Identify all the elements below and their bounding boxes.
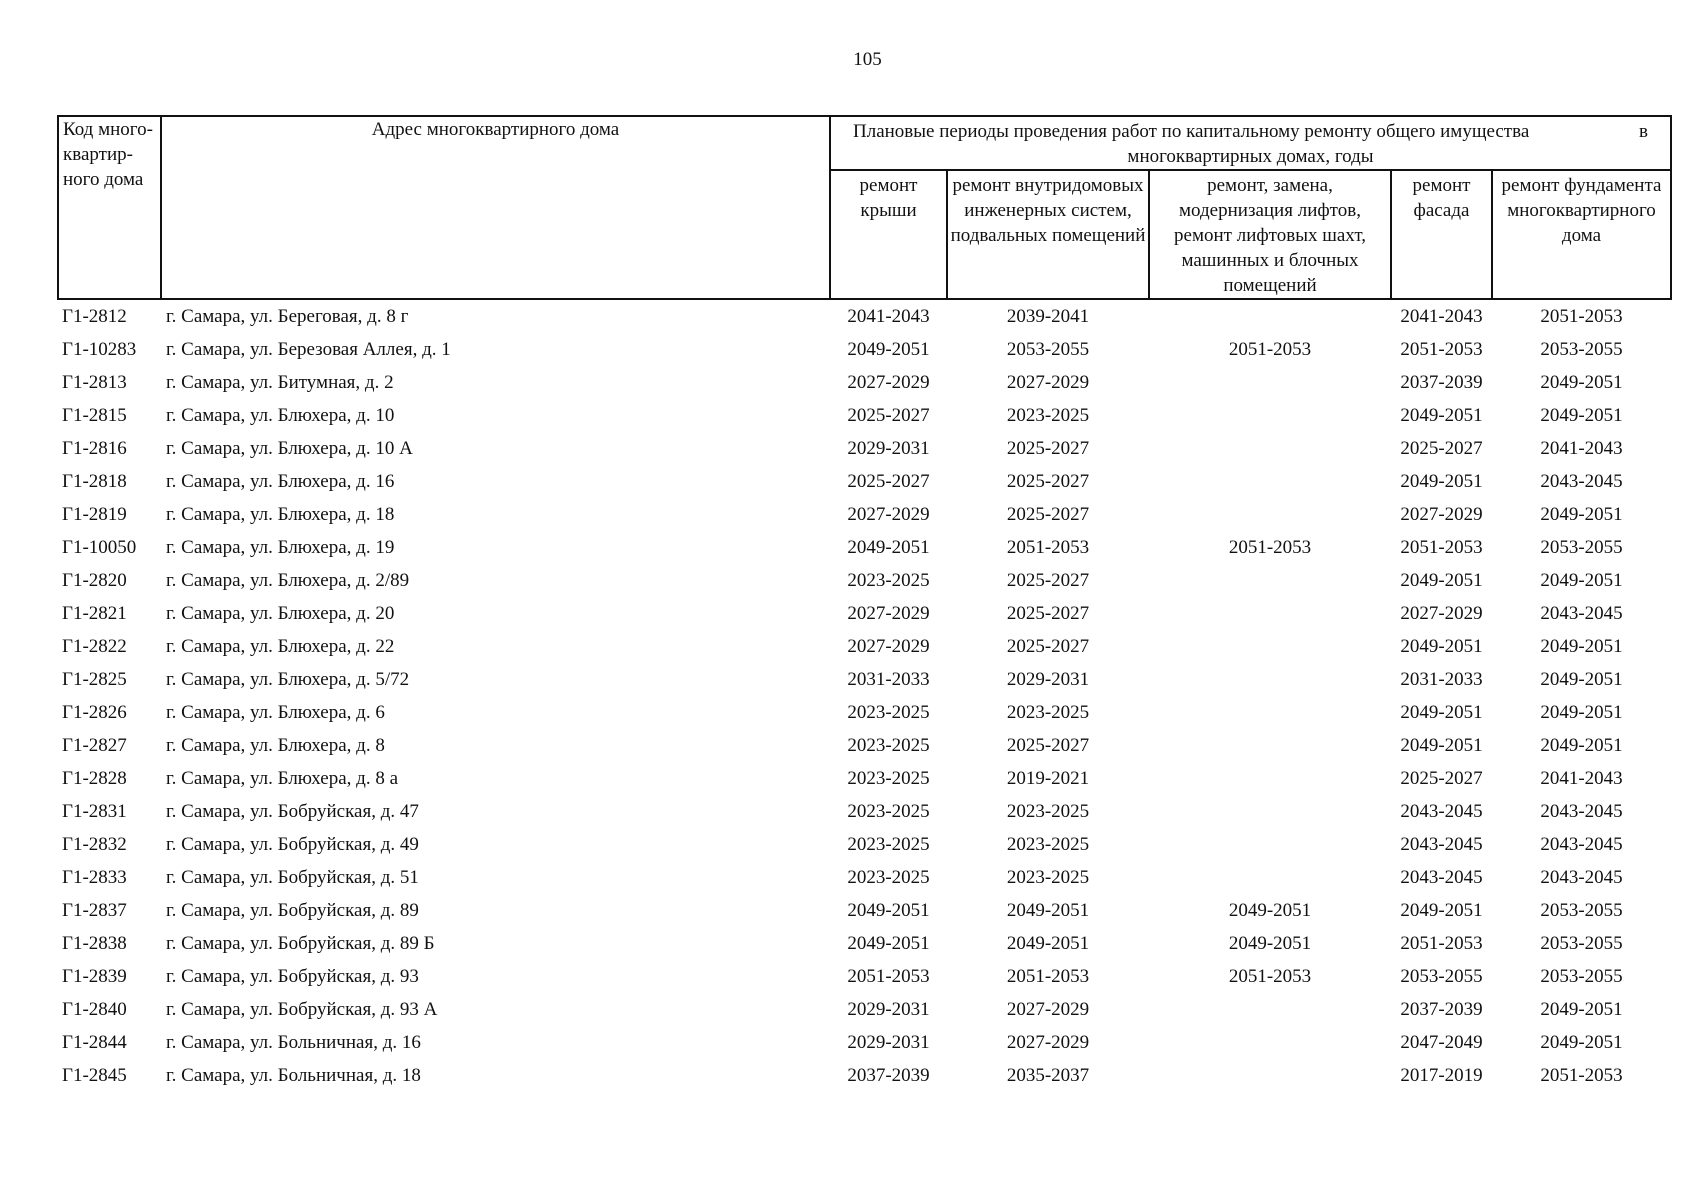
cell-elevator [1149, 432, 1391, 465]
cell-code: Г1-2844 [62, 1032, 127, 1053]
table-row [58, 531, 1671, 564]
table-row [58, 630, 1671, 663]
cell-address: г. Самара, ул. Бобруйская, д. 89 [166, 900, 419, 921]
cell-code: Г1-2832 [62, 834, 127, 855]
cell-address: г. Самара, ул. Больничная, д. 18 [166, 1065, 421, 1086]
table-row [58, 927, 1671, 960]
cell-engineering: 2051-2053 [1006, 537, 1090, 558]
cell-facade: 2047-2049 [1400, 1032, 1483, 1053]
cell-address: г. Самара, ул. Блюхера, д. 8 а [166, 768, 398, 789]
table-row [58, 663, 1671, 696]
table-row [58, 993, 1671, 1026]
cell-facade: 2049-2051 [1400, 405, 1483, 426]
cell-foundation: 2053-2055 [1540, 933, 1623, 954]
cell-roof: 2025-2027 [847, 405, 930, 426]
cell-engineering: 2025-2027 [1006, 735, 1090, 756]
cell-facade: 2051-2053 [1400, 537, 1483, 558]
cell-roof: 2025-2027 [847, 471, 930, 492]
cell-facade: 2043-2045 [1400, 867, 1483, 888]
cell-facade: 2037-2039 [1400, 372, 1483, 393]
cell-address: г. Самара, ул. Блюхера, д. 5/72 [166, 669, 410, 690]
cell-code: Г1-2812 [62, 306, 127, 327]
cell-facade: 2041-2043 [1400, 306, 1483, 327]
cell-foundation: 2049-2051 [1540, 1032, 1623, 1053]
cell-foundation: 2049-2051 [1540, 735, 1623, 756]
cell-facade: 2049-2051 [1400, 900, 1483, 921]
cell-code: Г1-2813 [62, 372, 127, 393]
header-engineering: ремонт внутридомовых инженерных систем, подвальных помещений [947, 170, 1149, 299]
cell-address: г. Самара, ул. Блюхера, д. 10 А [166, 438, 413, 459]
table-row [58, 828, 1671, 861]
cell-code: Г1-2826 [62, 702, 127, 723]
cell-address: г. Самара, ул. Бобруйская, д. 89 Б [166, 933, 435, 954]
cell-address: г. Самара, ул. Блюхера, д. 18 [166, 504, 395, 525]
cell-roof: 2049-2051 [847, 537, 930, 558]
cell-address: г. Самара, ул. Блюхера, д. 6 [166, 702, 385, 723]
table-row [58, 399, 1671, 432]
cell-elevator [1149, 762, 1391, 795]
cell-engineering: 2027-2029 [1006, 1032, 1090, 1053]
cell-elevator [1149, 861, 1391, 894]
cell-foundation: 2041-2043 [1540, 438, 1623, 459]
cell-foundation: 2043-2045 [1540, 471, 1623, 492]
cell-elevator [1149, 828, 1391, 861]
table-row [58, 366, 1671, 399]
cell-code: Г1-2845 [62, 1065, 127, 1086]
cell-roof: 2023-2025 [847, 735, 930, 756]
cell-roof: 2027-2029 [847, 372, 930, 393]
cell-engineering: 2025-2027 [1006, 636, 1090, 657]
cell-roof: 2031-2033 [847, 669, 930, 690]
cell-roof: 2023-2025 [847, 768, 930, 789]
cell-elevator [1149, 465, 1391, 498]
cell-engineering: 2027-2029 [1006, 999, 1090, 1020]
cell-roof: 2023-2025 [847, 834, 930, 855]
table-row [58, 861, 1671, 894]
cell-address: г. Самара, ул. Бобруйская, д. 49 [166, 834, 419, 855]
cell-facade: 2027-2029 [1400, 603, 1483, 624]
cell-foundation: 2051-2053 [1540, 306, 1623, 327]
table-row [58, 696, 1671, 729]
cell-foundation: 2053-2055 [1540, 339, 1623, 360]
table-row [58, 1026, 1671, 1059]
cell-address: г. Самара, ул. Бобруйская, д. 51 [166, 867, 419, 888]
cell-code: Г1-2838 [62, 933, 127, 954]
cell-elevator [1149, 630, 1391, 663]
cell-roof: 2023-2025 [847, 570, 930, 591]
cell-facade: 2027-2029 [1400, 504, 1483, 525]
cell-foundation: 2049-2051 [1540, 405, 1623, 426]
cell-engineering: 2023-2025 [1006, 405, 1090, 426]
cell-address: г. Самара, ул. Бобруйская, д. 93 [166, 966, 419, 987]
table-row [58, 299, 1671, 333]
cell-elevator [1149, 399, 1391, 432]
cell-code: Г1-2819 [62, 504, 127, 525]
cell-code: Г1-2820 [62, 570, 127, 591]
cell-roof: 2027-2029 [847, 504, 930, 525]
table-row [58, 894, 1671, 927]
cell-engineering: 2027-2029 [1006, 372, 1090, 393]
cell-code: Г1-2837 [62, 900, 127, 921]
cell-elevator [1149, 597, 1391, 630]
header-planned-periods [830, 116, 1671, 170]
cell-engineering: 2053-2055 [1006, 339, 1090, 360]
cell-engineering: 2019-2021 [1006, 768, 1090, 789]
table-row [58, 960, 1671, 993]
cell-engineering: 2023-2025 [1006, 867, 1090, 888]
cell-roof: 2037-2039 [847, 1065, 930, 1086]
cell-facade: 2049-2051 [1400, 702, 1483, 723]
table-body [58, 299, 1671, 1092]
cell-code: Г1-2839 [62, 966, 127, 987]
cell-foundation: 2049-2051 [1540, 999, 1623, 1020]
cell-code: Г1-2828 [62, 768, 127, 789]
cell-roof: 2023-2025 [847, 801, 930, 822]
header-group-tail: в [1639, 121, 1648, 142]
cell-elevator [1149, 696, 1391, 729]
cell-roof: 2027-2029 [847, 603, 930, 624]
cell-engineering: 2051-2053 [1006, 966, 1090, 987]
cell-foundation: 2043-2045 [1540, 867, 1623, 888]
cell-address: г. Самара, ул. Березовая Аллея, д. 1 [166, 339, 451, 360]
cell-address: г. Самара, ул. Блюхера, д. 10 [166, 405, 395, 426]
table-row [58, 762, 1671, 795]
cell-engineering: 2023-2025 [1006, 702, 1090, 723]
cell-foundation: 2049-2051 [1540, 636, 1623, 657]
cell-roof: 2029-2031 [847, 1032, 930, 1053]
cell-engineering: 2049-2051 [1006, 933, 1090, 954]
cell-elevator [1149, 299, 1391, 333]
cell-roof: 2029-2031 [847, 438, 930, 459]
cell-roof: 2023-2025 [847, 702, 930, 723]
cell-facade: 2025-2027 [1400, 768, 1483, 789]
cell-code: Г1-2825 [62, 669, 127, 690]
cell-foundation: 2049-2051 [1540, 372, 1623, 393]
cell-address: г. Самара, ул. Блюхера, д. 19 [166, 537, 395, 558]
cell-elevator: 2051-2053 [1228, 339, 1312, 360]
cell-engineering: 2035-2037 [1006, 1065, 1090, 1086]
cell-elevator [1149, 366, 1391, 399]
cell-facade: 2017-2019 [1400, 1065, 1483, 1086]
table-row [58, 597, 1671, 630]
cell-facade: 2049-2051 [1400, 570, 1483, 591]
cell-foundation: 2049-2051 [1540, 570, 1623, 591]
cell-facade: 2051-2053 [1400, 933, 1483, 954]
cell-address: г. Самара, ул. Блюхера, д. 2/89 [166, 570, 410, 591]
cell-engineering: 2025-2027 [1006, 471, 1090, 492]
cell-elevator [1149, 729, 1391, 762]
cell-foundation: 2053-2055 [1540, 900, 1623, 921]
cell-engineering: 2025-2027 [1006, 438, 1090, 459]
cell-foundation: 2043-2045 [1540, 801, 1623, 822]
table-row [58, 333, 1671, 366]
header-foundation: ремонт фундамента многоквартирного дома [1492, 170, 1671, 299]
cell-elevator [1149, 795, 1391, 828]
cell-code: Г1-2827 [62, 735, 127, 756]
cell-engineering: 2029-2031 [1006, 669, 1090, 690]
cell-elevator [1149, 1059, 1391, 1092]
table-row [58, 465, 1671, 498]
cell-foundation: 2049-2051 [1540, 702, 1623, 723]
cell-code: Г1-2818 [62, 471, 127, 492]
cell-elevator [1149, 1026, 1391, 1059]
cell-roof: 2049-2051 [847, 339, 930, 360]
header-group-line2: многоквартирных домах, годы [1127, 146, 1374, 167]
cell-roof: 2049-2051 [847, 900, 930, 921]
cell-code: Г1-2816 [62, 438, 127, 459]
cell-elevator: 2049-2051 [1228, 933, 1312, 954]
table-row [58, 432, 1671, 465]
cell-roof: 2049-2051 [847, 933, 930, 954]
cell-address: г. Самара, ул. Блюхера, д. 20 [166, 603, 395, 624]
cell-address: г. Самара, ул. Блюхера, д. 8 [166, 735, 385, 756]
cell-facade: 2037-2039 [1400, 999, 1483, 1020]
cell-facade: 2049-2051 [1400, 471, 1483, 492]
cell-engineering: 2049-2051 [1006, 900, 1090, 921]
cell-engineering: 2023-2025 [1006, 801, 1090, 822]
cell-foundation: 2051-2053 [1540, 1065, 1623, 1086]
cell-facade: 2051-2053 [1400, 339, 1483, 360]
header-address: Адрес многоквартирного дома [161, 116, 830, 299]
table-row [58, 1059, 1671, 1092]
cell-code: Г1-2821 [62, 603, 127, 624]
cell-foundation: 2043-2045 [1540, 603, 1623, 624]
cell-foundation: 2053-2055 [1540, 537, 1623, 558]
table-header [58, 116, 1671, 299]
cell-elevator: 2051-2053 [1228, 966, 1312, 987]
cell-foundation: 2043-2045 [1540, 834, 1623, 855]
table-row [58, 564, 1671, 597]
table-row [58, 729, 1671, 762]
cell-roof: 2027-2029 [847, 636, 930, 657]
cell-facade: 2049-2051 [1400, 636, 1483, 657]
header-group-line1: Плановые периоды проведения работ по капитальному ремонту общего имущества [853, 121, 1530, 142]
cell-elevator [1149, 993, 1391, 1026]
cell-engineering: 2025-2027 [1006, 570, 1090, 591]
cell-engineering: 2023-2025 [1006, 834, 1090, 855]
cell-foundation: 2041-2043 [1540, 768, 1623, 789]
cell-address: г. Самара, ул. Бобруйская, д. 47 [166, 801, 419, 822]
cell-facade: 2053-2055 [1400, 966, 1483, 987]
cell-engineering: 2025-2027 [1006, 603, 1090, 624]
table-row [58, 498, 1671, 531]
cell-elevator: 2049-2051 [1228, 900, 1312, 921]
cell-code: Г1-2822 [62, 636, 127, 657]
cell-foundation: 2053-2055 [1540, 966, 1623, 987]
cell-address: г. Самара, ул. Больничная, д. 16 [166, 1032, 421, 1053]
cell-foundation: 2049-2051 [1540, 669, 1623, 690]
cell-elevator [1149, 498, 1391, 531]
cell-engineering: 2025-2027 [1006, 504, 1090, 525]
header-code: Код много-квартир-ного дома [58, 116, 161, 299]
cell-foundation: 2049-2051 [1540, 504, 1623, 525]
cell-address: г. Самара, ул. Битумная, д. 2 [166, 372, 394, 393]
capital-repair-table [57, 115, 1672, 1092]
cell-code: Г1-10283 [62, 339, 137, 360]
cell-roof: 2029-2031 [847, 999, 930, 1020]
cell-address: г. Самара, ул. Блюхера, д. 16 [166, 471, 395, 492]
header-roof: ремонт крыши [830, 170, 947, 299]
cell-facade: 2031-2033 [1400, 669, 1483, 690]
cell-roof: 2023-2025 [847, 867, 930, 888]
cell-engineering: 2039-2041 [1006, 306, 1090, 327]
cell-code: Г1-2833 [62, 867, 127, 888]
page-number: 105 [853, 49, 882, 70]
cell-facade: 2049-2051 [1400, 735, 1483, 756]
cell-facade: 2025-2027 [1400, 438, 1483, 459]
cell-roof: 2041-2043 [847, 306, 930, 327]
cell-facade: 2043-2045 [1400, 801, 1483, 822]
header-facade: ремонт фасада [1391, 170, 1492, 299]
cell-facade: 2043-2045 [1400, 834, 1483, 855]
cell-code: Г1-10050 [62, 537, 137, 558]
cell-code: Г1-2815 [62, 405, 127, 426]
cell-address: г. Самара, ул. Береговая, д. 8 г [166, 306, 409, 327]
cell-elevator [1149, 663, 1391, 696]
cell-code: Г1-2840 [62, 999, 127, 1020]
cell-address: г. Самара, ул. Блюхера, д. 22 [166, 636, 395, 657]
cell-address: г. Самара, ул. Бобруйская, д. 93 А [166, 999, 438, 1020]
cell-elevator: 2051-2053 [1228, 537, 1312, 558]
cell-code: Г1-2831 [62, 801, 127, 822]
cell-elevator [1149, 564, 1391, 597]
table-row [58, 795, 1671, 828]
cell-roof: 2051-2053 [847, 966, 930, 987]
header-elevator: ремонт, замена, модернизация лифтов, ремонт лифтовых шахт, машинных и блочных помещений [1149, 170, 1391, 299]
